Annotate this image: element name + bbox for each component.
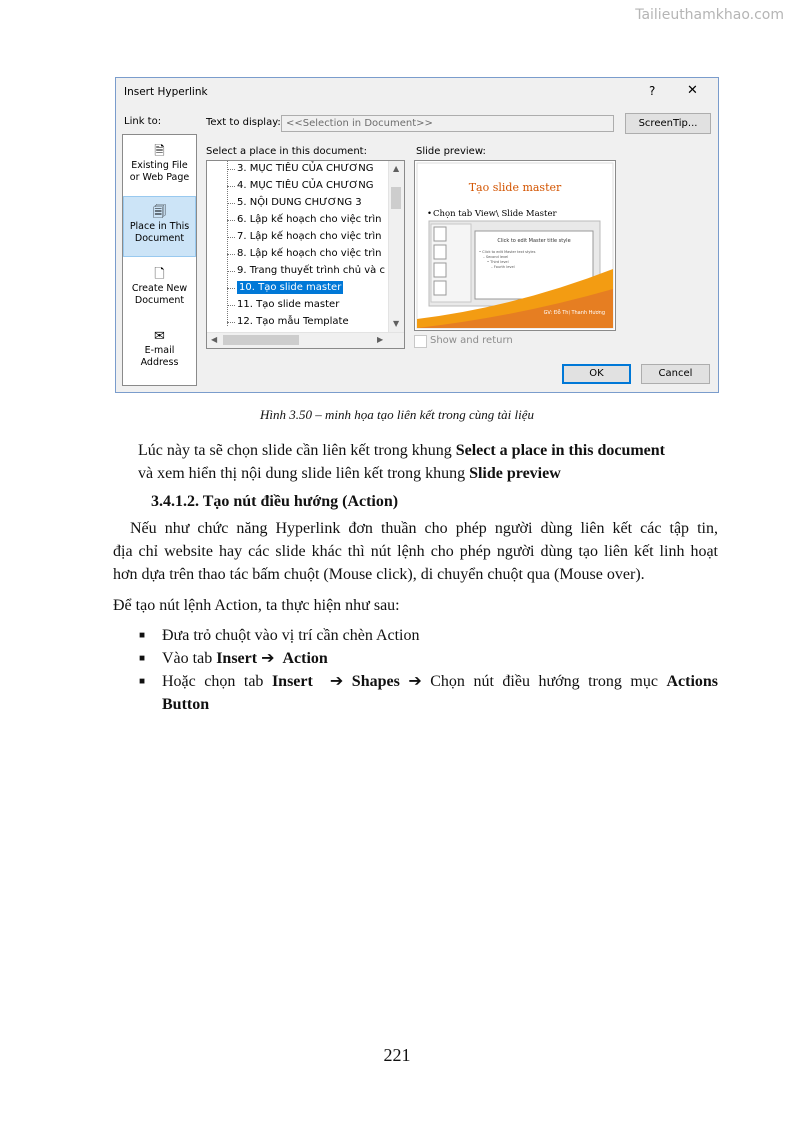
bold-run: Actions	[666, 673, 719, 690]
web-file-icon: 🗎	[154, 144, 165, 159]
preview-inner-bullet: • Third level	[487, 260, 509, 264]
show-and-return-label: Show and return	[430, 335, 513, 346]
link-to-email[interactable]	[123, 330, 196, 369]
bullet-item	[162, 647, 328, 670]
slide-preview	[414, 160, 616, 331]
link-to-existing-file-line1: Existing File	[131, 160, 188, 171]
tree-horizontal-scrollbar[interactable]	[207, 332, 404, 348]
bullet-item-continuation	[162, 693, 209, 716]
help-button[interactable]: ?	[649, 84, 656, 98]
arrow-icon: ➔	[408, 673, 422, 690]
bullet-icon: ■	[139, 653, 146, 664]
link-to-existing-file[interactable]	[123, 145, 196, 184]
screentip-button[interactable]: ScreenTip...	[625, 113, 711, 134]
text-to-display-label: Text to display:	[206, 117, 281, 128]
tree-item[interactable]: 9. Trang thuyết trình chủ và c	[237, 265, 385, 276]
bullet-item	[162, 670, 718, 693]
tree-item[interactable]: 12. Tạo mẫu Template	[237, 316, 349, 327]
slide-preview-label: Slide preview:	[416, 146, 486, 157]
tree-item[interactable]: 5. NỘI DUNG CHƯƠNG 3	[237, 197, 362, 208]
preview-bullet-mark: •	[427, 209, 433, 219]
bold-run: Select a place in this document	[455, 442, 666, 459]
preview-bullet: Chọn tab View\ Slide Master	[433, 209, 557, 219]
preview-title: Tạo slide master	[468, 181, 562, 194]
bold-run: Action	[282, 650, 328, 667]
show-and-return-checkbox[interactable]	[414, 335, 427, 348]
scroll-up-icon[interactable]: ▲	[393, 164, 400, 173]
cancel-button[interactable]: Cancel	[641, 364, 710, 384]
text-run: Chọn nút điều hướng trong mục	[421, 673, 667, 690]
preview-inner-title: Click to edit Master title style	[497, 238, 571, 244]
email-icon: ✉	[154, 329, 165, 344]
tree-item[interactable]: 8. Lập kế hoạch cho việc trìn	[237, 248, 382, 259]
paragraph-line: Để tạo nút lệnh Action, ta thực hiện như sau:	[113, 597, 400, 614]
bullet-item: Đưa trỏ chuột vào vị trí cần chèn Action	[162, 627, 420, 644]
bold-run: Insert	[271, 673, 313, 690]
bold-run: Button	[162, 696, 210, 713]
text-run: Vào tab	[162, 650, 217, 667]
document-place-icon: 🗐	[153, 205, 166, 220]
link-to-label: Link to:	[124, 116, 162, 127]
tree-item[interactable]: 3. MỤC TIÊU CỦA CHƯƠNG	[237, 163, 374, 174]
paragraph-line	[138, 462, 718, 485]
text-run: và xem hiển thị nội dung slide liên kết trong khung	[138, 465, 470, 482]
bullet-icon: ■	[139, 630, 146, 641]
preview-footer: GV: Đỗ Thị Thanh Hương	[543, 310, 605, 316]
link-to-create-new-line1: Create New	[131, 283, 188, 294]
preview-inner-bullet: • Click to edit Master text styles	[479, 250, 536, 254]
figure-caption: Hình 3.50 – minh họa tạo liên kết trong cùng tài liệu	[260, 407, 534, 422]
tree-item[interactable]: 7. Lập kế hoạch cho việc trìn	[237, 231, 382, 242]
hscroll-thumb[interactable]	[223, 335, 299, 345]
tree-item[interactable]: 11. Tạo slide master	[237, 299, 340, 310]
tree-vertical-scrollbar[interactable]	[388, 161, 404, 333]
tree-item[interactable]: 4. MỤC TIÊU CỦA CHƯƠNG	[237, 180, 374, 191]
section-heading: 3.4.1.2. Tạo nút điều hướng (Action)	[151, 493, 399, 510]
slide-preview-thumbnail	[415, 161, 615, 330]
link-to-email-line1: E-mail	[144, 345, 175, 356]
scroll-left-icon[interactable]: ◀	[211, 335, 218, 344]
dialog-title: Insert Hyperlink	[124, 86, 208, 98]
paragraph-line	[138, 439, 718, 462]
close-icon[interactable]: ✕	[687, 83, 698, 98]
scroll-right-icon[interactable]: ▶	[377, 335, 384, 344]
link-to-create-new[interactable]	[123, 268, 196, 307]
insert-hyperlink-dialog	[115, 77, 719, 393]
bold-run: Insert	[216, 650, 258, 667]
paragraph-line: hơn dựa trên thao tác bấm chuột (Mouse click), di chuyển chuột qua (Mouse over).	[113, 566, 645, 583]
bold-run: Slide preview	[469, 465, 561, 482]
ok-button[interactable]: OK	[562, 364, 631, 384]
select-place-label: Select a place in this document:	[206, 146, 367, 157]
document-tree[interactable]	[206, 160, 405, 349]
scroll-thumb[interactable]	[391, 187, 401, 209]
text-run: Hoặc chọn tab	[162, 673, 272, 690]
link-to-create-new-line2: Document	[134, 295, 185, 306]
paragraph-line: Nếu như chức năng Hyperlink đơn thuần cho phép người dùng liên kết các tập tin,	[130, 520, 718, 537]
preview-inner-bullet: – Fourth level	[491, 265, 515, 269]
link-to-place-line1: Place in This	[129, 221, 190, 232]
bullet-icon: ■	[139, 676, 146, 687]
link-to-email-line2: Address	[140, 357, 179, 368]
text-to-display-input[interactable]: <<Selection in Document>>	[281, 115, 614, 132]
watermark: Tailieuthamkhao.com	[635, 7, 784, 23]
scroll-down-icon[interactable]: ▼	[393, 319, 400, 328]
new-document-icon: 🗋	[154, 267, 165, 282]
bold-run: Shapes	[351, 673, 400, 690]
tree-item-selected[interactable]: 10. Tạo slide master	[239, 282, 342, 293]
paragraph-line: địa chỉ website hay các slide khác thì nút lệnh cho phép người dùng tạo liên kết linh hoạt	[113, 543, 718, 560]
page-number: 221	[383, 1045, 411, 1065]
link-to-existing-file-line2: or Web Page	[129, 172, 190, 183]
arrow-icon: ➔	[329, 673, 344, 690]
link-to-list	[122, 134, 197, 386]
link-to-place-in-document[interactable]	[123, 196, 196, 257]
preview-inner-bullet: – Second level	[483, 255, 509, 259]
text-run: Lúc này ta sẽ chọn slide cần liên kết trong khung	[138, 442, 456, 459]
arrow-icon: ➔	[261, 650, 275, 667]
tree-item[interactable]: 6. Lập kế hoạch cho việc trìn	[237, 214, 382, 225]
link-to-place-line2: Document	[134, 233, 185, 244]
